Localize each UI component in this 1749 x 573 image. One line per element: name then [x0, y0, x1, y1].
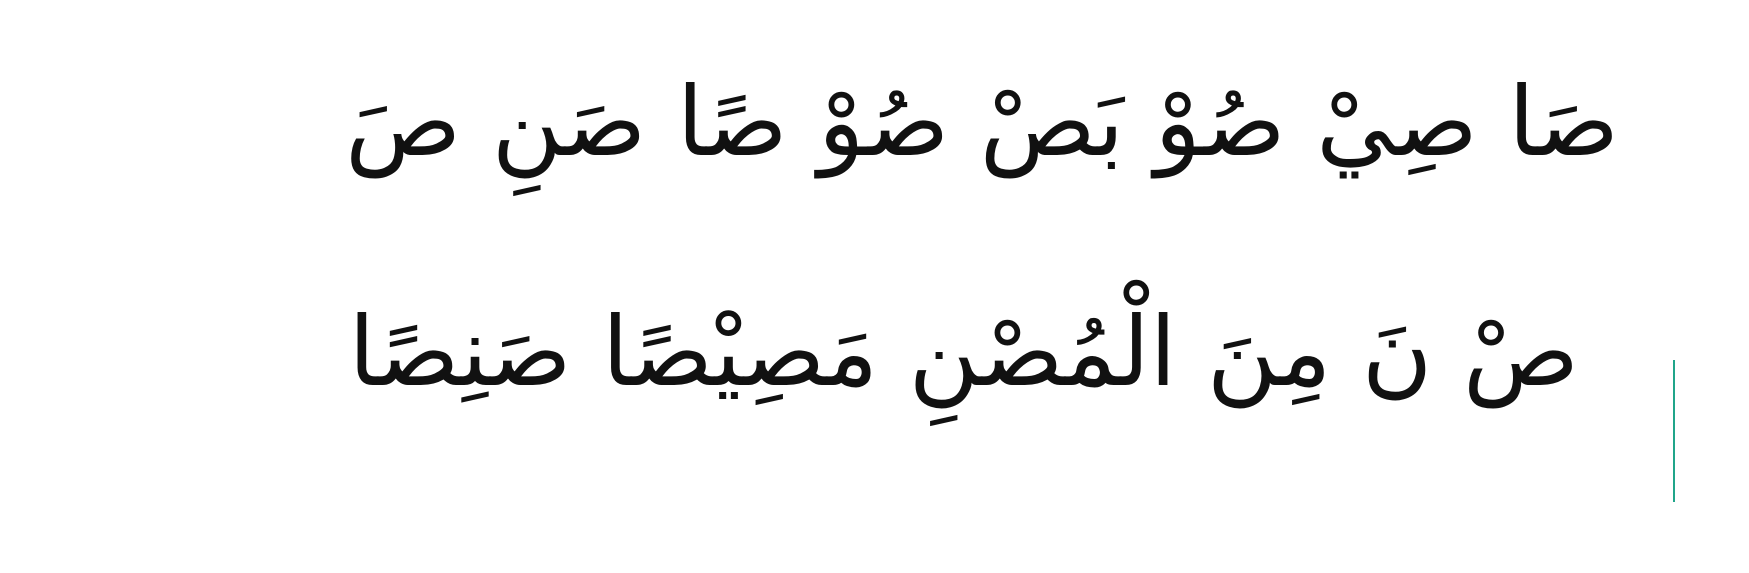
editor-text-area[interactable]: [60, 62, 1689, 412]
text-caret: [1673, 360, 1675, 502]
text-line-1: صَا صِيْ صُوْ بَصْ صُوْ صًا صَنِ صَ: [345, 66, 1619, 178]
text-line-2: صْ نَ مِنَ الْمُصْنِ مَصِيْصًا صَنِصًا: [348, 296, 1579, 408]
